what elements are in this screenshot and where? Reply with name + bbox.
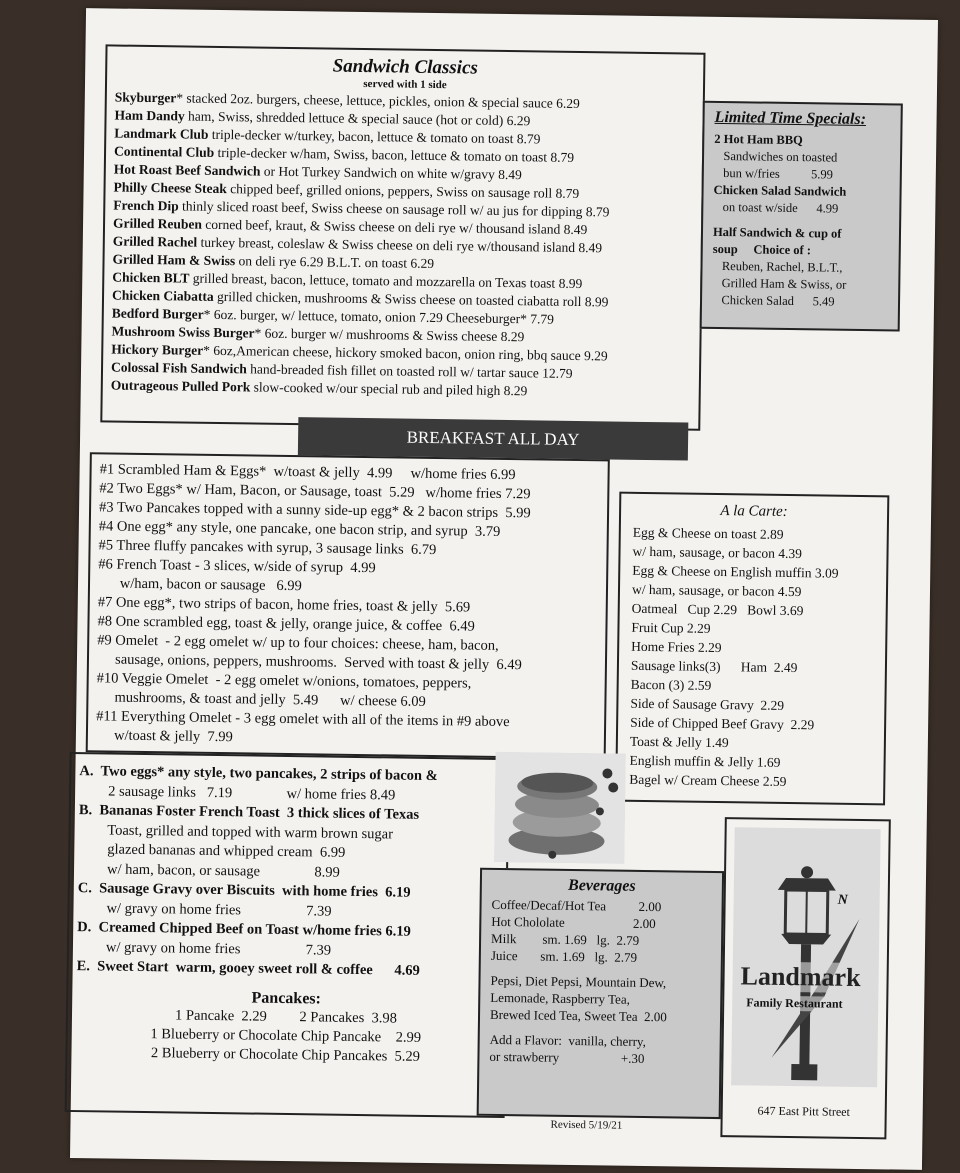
breakfast-line: #8 One scrambled egg, toast & jelly, orange juice, & coffee 6.49 <box>97 613 475 635</box>
combos-box <box>65 752 510 1118</box>
item-desc: 6oz. burger w/ mushrooms & Swiss cheese <box>261 325 498 344</box>
revised-date: Revised 5/19/21 <box>550 1118 623 1132</box>
item-desc: 6oz. burger, w/ lettuce, tomato, onion 7.29 Cheeseburger* <box>210 306 528 327</box>
combo-line: w/ ham, bacon, or sausage 8.99 <box>77 860 340 881</box>
item-price: 8.79 <box>516 131 541 147</box>
menu-page <box>70 8 938 1170</box>
pancake-list <box>75 1005 496 1068</box>
breakfast-line: #5 Three fluffy pancakes with syrup, 3 sausage links 6.79 <box>98 537 437 559</box>
sandwich-subtitle: served with 1 side <box>363 77 447 92</box>
combo-line: w/ gravy on home fries 7.39 <box>76 938 332 959</box>
item-price: 8.29 <box>500 328 525 345</box>
breakfast-line: mushrooms, & toast and jelly 5.49 w/ cheese 6.09 <box>96 689 426 710</box>
logo-tagline: Family Restaurant <box>746 995 843 1011</box>
item-name: Grilled Reuben <box>112 215 203 232</box>
special-line: soup Choice of : <box>712 241 812 258</box>
breakfast-banner-text: BREAKFAST ALL DAY <box>406 427 580 450</box>
item-name: Skyburger <box>114 89 177 106</box>
beverage-line: Brewed Iced Tea, Sweet Tea 2.00 <box>489 1006 667 1025</box>
item-desc: grilled breast, bacon, lettuce, tomato and mozzarella on Texas toast <box>189 270 556 291</box>
item-name: Mushroom Swiss Burger <box>111 323 255 341</box>
logo-box <box>720 817 890 1139</box>
item-name: Hickory Burger <box>111 341 204 358</box>
alacarte-line: Bacon (3) 2.59 <box>630 676 712 693</box>
pancake-line: 1 Blueberry or Chocolate Chip Pancake 2.99 <box>150 1025 422 1046</box>
item-desc: grilled chicken, mushrooms & Swiss cheese on toasted ciabatta roll <box>213 288 582 310</box>
sandwich-classics-box <box>100 44 705 430</box>
alacarte-line: Side of Sausage Gravy 2.29 <box>630 695 785 713</box>
breakfast-line: w/toast & jelly 7.99 <box>95 727 233 746</box>
item-mark: * <box>254 325 262 341</box>
item-price: 8.99 <box>584 294 609 310</box>
alacarte-line: Side of Chipped Beef Gravy 2.29 <box>630 714 815 733</box>
breakfast-line: #4 One egg* any style, one pancake, one bacon strip, and syrup 3.79 <box>98 518 501 540</box>
special-line: Chicken Salad Sandwich <box>713 182 847 199</box>
special-line: Sandwiches on toasted <box>713 148 838 165</box>
item-price: 7.79 <box>530 311 555 327</box>
item-price: 8.79 <box>555 185 580 202</box>
item-mark: * <box>203 342 211 358</box>
combo-line: Toast, grilled and topped with warm brown sugar <box>78 821 394 842</box>
pancake-line: 1 Pancake 2.29 2 Pancakes 3.98 <box>174 1006 398 1027</box>
item-desc: triple-decker w/turkey, bacon, lettuce & tomato on toast <box>208 126 514 147</box>
combo-line: C. Sausage Gravy over Biscuits with home fries 6.19 <box>77 880 411 901</box>
combo-line: 2 sausage links 7.19 w/ home fries 8.49 <box>79 782 396 804</box>
item-price: 8.49 <box>578 240 603 256</box>
item-price: 6.29 <box>410 255 435 271</box>
alacarte-title: A la Carte: <box>720 503 788 520</box>
combo-list <box>77 762 500 982</box>
combo-line: glazed bananas and whipped cream 6.99 <box>78 841 346 861</box>
item-price: 12.79 <box>542 365 573 381</box>
item-desc: hand-breaded fish fillet on toasted roll w/ tartar sauce <box>246 361 539 381</box>
item-name: Philly Cheese Steak <box>113 179 227 197</box>
item-desc: ham, Swiss, shredded lettuce & special sauce (hot or cold) <box>184 108 504 128</box>
breakfast-line: #1 Scrambled Ham & Eggs* w/toast & jelly 4.99 w/home fries 6.99 <box>99 461 516 484</box>
item-price: 9.29 <box>583 348 608 364</box>
specials-title: Limited Time Specials: <box>714 108 867 129</box>
pancakes-title: Pancakes: <box>251 989 322 1007</box>
item-name: Chicken BLT <box>112 269 190 286</box>
alacarte-line: Fruit Cup 2.29 <box>631 619 711 636</box>
beverage-line: Milk sm. 1.69 lg. 2.79 <box>491 930 640 948</box>
special-line: Reuben, Rachel, B.L.T., <box>712 258 843 275</box>
alacarte-list <box>629 523 875 792</box>
item-mark: * <box>176 90 184 106</box>
alacarte-line: Sausage links(3) Ham 2.49 <box>630 657 798 676</box>
item-price: 8.99 <box>558 275 583 292</box>
beverages-title: Beverages <box>567 876 636 895</box>
item-price: 8.29 <box>503 382 528 399</box>
combo-line: w/ gravy on home fries 7.39 <box>77 899 332 920</box>
alacarte-line: Oatmeal Cup 2.29 Bowl 3.69 <box>631 600 804 619</box>
breakfast-line: #3 Two Pancakes topped with a sunny side-up egg* & 2 bacon strips 5.99 <box>98 499 531 522</box>
logo-name: Landmark <box>740 961 861 993</box>
item-desc: triple-decker w/ham, Swiss, bacon, lettuce & tomato on toast <box>214 144 548 165</box>
item-name: Colossal Fish Sandwich <box>110 359 247 377</box>
special-line: Chicken Salad 5.49 <box>711 292 835 309</box>
item-name: Outrageous Pulled Pork <box>110 377 251 395</box>
pancake-line: 2 Blueberry or Chocolate Chip Pancakes 5.29 <box>150 1044 421 1065</box>
beverage-list <box>489 896 711 1068</box>
compass-north-label: N <box>837 892 848 908</box>
breakfast-list <box>96 460 600 752</box>
item-desc: corned beef, kraut, & Swiss cheese on deli rye w/ thousand island <box>201 216 561 237</box>
alacarte-line: Home Fries 2.29 <box>631 638 722 656</box>
item-desc: slow-cooked w/our special rub and piled high <box>250 379 501 398</box>
breakfast-numbered-box <box>86 452 610 759</box>
item-price: 8.79 <box>585 204 610 220</box>
breakfast-line: #2 Two Eggs* w/ Ham, Bacon, or Sausage, toast 5.29 w/home fries 7.29 <box>99 480 531 503</box>
breakfast-line: #7 One egg*, two strips of bacon, home fries, toast & jelly 5.69 <box>97 594 471 616</box>
beverage-line: Juice sm. 1.69 lg. 2.79 <box>490 947 638 965</box>
alacarte-line: Egg & Cheese on English muffin 3.09 <box>632 562 839 581</box>
beverages-box <box>477 868 724 1119</box>
pancake-photo <box>494 752 626 864</box>
sandwich-title: Sandwich Classics <box>332 55 479 79</box>
logo-panel <box>731 827 881 1087</box>
special-line: 2 Hot Ham BBQ <box>714 131 803 148</box>
breakfast-line: #10 Veggie Omelet - 2 egg omelet w/onions, tomatoes, peppers, <box>96 670 472 692</box>
beverage-line: Hot Chololate 2.00 <box>491 913 656 932</box>
item-desc: or Hot Turkey Sandwich on white w/gravy <box>260 163 495 182</box>
breakfast-banner <box>298 417 688 460</box>
alacarte-line: Bagel w/ Cream Cheese 2.59 <box>629 771 787 789</box>
special-line: on toast w/side 4.99 <box>713 199 839 216</box>
alacarte-line: English muffin & Jelly 1.69 <box>629 752 781 770</box>
item-price: 6.29 <box>506 112 531 129</box>
item-price: 8.49 <box>498 166 522 183</box>
item-desc: turkey breast, coleslaw & Swiss cheese on deli rye w/thousand island <box>197 234 576 255</box>
item-desc: chipped beef, grilled onions, peppers, Swiss on sausage roll <box>226 181 553 201</box>
alacarte-line: w/ ham, sausage, or bacon 4.39 <box>632 543 803 562</box>
item-price: 8.49 <box>563 221 588 238</box>
address: 647 East Pitt Street <box>757 1103 850 1119</box>
item-name: Grilled Rachel <box>112 233 198 250</box>
combo-line: A. Two eggs* any style, two pancakes, 2 strips of bacon & <box>79 763 438 785</box>
breakfast-line: #11 Everything Omelet - 3 egg omelet with all of the items in #9 above <box>96 708 510 731</box>
special-line: bun w/fries 5.99 <box>713 165 834 182</box>
alacarte-line: Toast & Jelly 1.49 <box>629 733 729 751</box>
breakfast-line: w/ham, bacon or sausage 6.99 <box>97 575 302 595</box>
limited-specials-box <box>700 101 903 332</box>
breakfast-line: sausage, onions, peppers, mushrooms. Served with toast & jelly 6.49 <box>96 651 522 674</box>
combo-line: B. Bananas Foster French Toast 3 thick slices of Texas <box>78 802 420 823</box>
item-name: Landmark Club <box>114 125 209 142</box>
beverage-line: Add a Flavor: vanilla, cherry, <box>489 1031 647 1050</box>
item-price: 8.79 <box>550 149 575 165</box>
special-line: Grilled Ham & Swiss, or <box>712 275 847 292</box>
item-name: Grilled Ham & Swiss <box>112 251 236 269</box>
a-la-carte-box <box>615 492 889 806</box>
item-desc: 6oz,American cheese, hickory smoked bacon, onion ring, bbq sauce <box>209 342 581 364</box>
sandwich-list <box>111 89 695 403</box>
special-line: Half Sandwich & cup of <box>712 224 842 241</box>
beverage-line: Pepsi, Diet Pepsi, Mountain Dew, <box>490 972 667 991</box>
specials-list <box>712 131 890 311</box>
breakfast-line: #6 French Toast - 3 slices, w/side of syrup 4.99 <box>98 556 376 577</box>
breakfast-line: #9 Omelet - 2 egg omelet w/ up to four choices: cheese, ham, bacon, <box>97 632 499 654</box>
item-desc: on deli rye 6.29 B.L.T. on toast <box>235 253 408 271</box>
beverage-line: or strawberry +.30 <box>489 1048 645 1067</box>
lamppost-icon <box>731 827 881 1087</box>
alacarte-line: w/ ham, sausage, or bacon 4.59 <box>631 581 802 600</box>
item-name: Continental Club <box>113 143 215 160</box>
combo-line: D. Creamed Chipped Beef on Toast w/home fries 6.19 <box>77 919 411 940</box>
item-desc: thinly sliced roast beef, Swiss cheese on sausage roll w/ au jus for dipping <box>178 198 583 220</box>
item-mark: * <box>203 306 211 322</box>
beverage-line: Coffee/Decaf/Hot Tea 2.00 <box>491 896 662 915</box>
item-desc: stacked 2oz. burgers, cheese, lettuce, pickles, onion & special sauce <box>182 90 553 111</box>
item-name: Chicken Ciabatta <box>111 287 214 304</box>
item-name: French Dip <box>113 197 179 214</box>
beverage-line: Lemonade, Raspberry Tea, <box>490 989 631 1007</box>
item-name: Bedford Burger <box>111 305 204 322</box>
alacarte-line: Egg & Cheese on toast 2.89 <box>632 524 784 542</box>
item-name: Hot Roast Beef Sandwich <box>113 161 261 179</box>
item-price: 6.29 <box>556 95 580 112</box>
combo-line: E. Sweet Start warm, gooey sweet roll & coffee 4.69 <box>76 958 420 979</box>
item-name: Ham Dandy <box>114 107 185 124</box>
